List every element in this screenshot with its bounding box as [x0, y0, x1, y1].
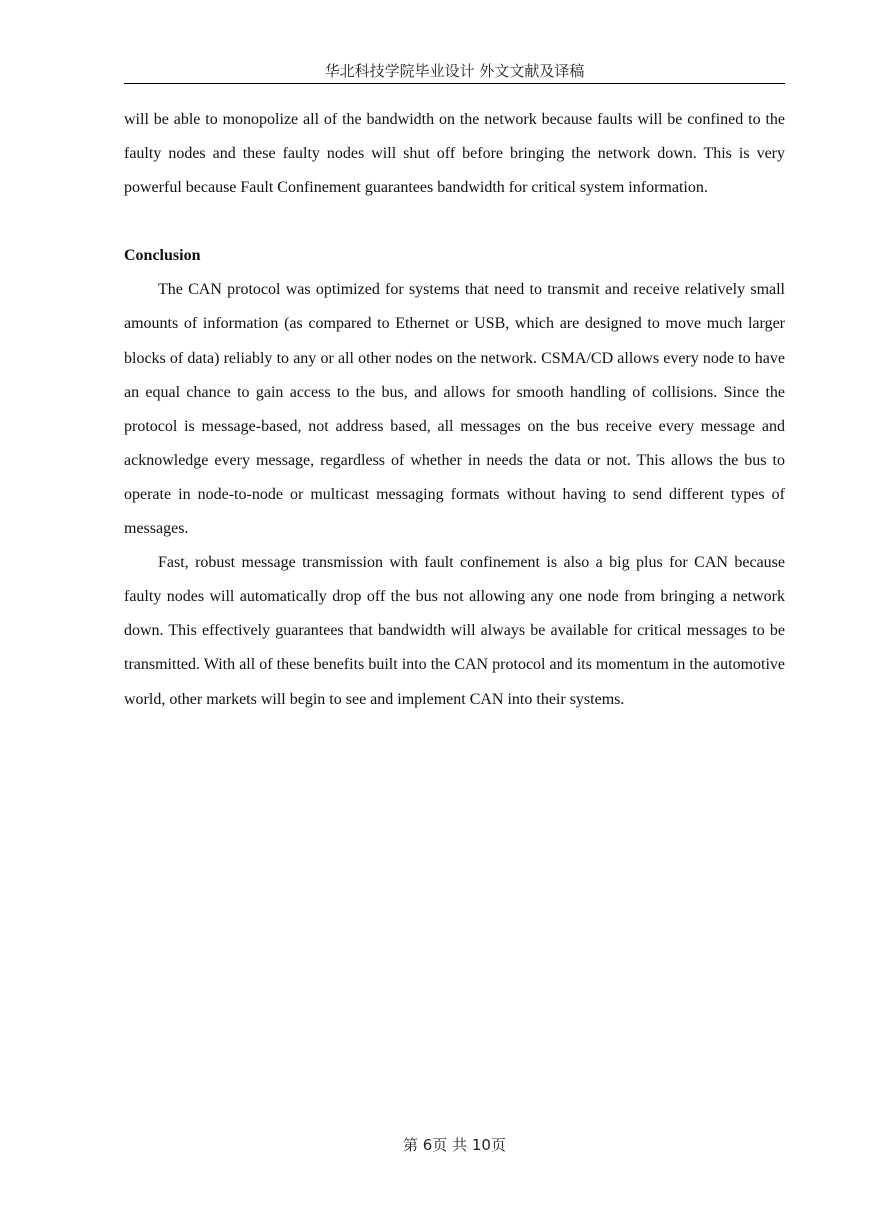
page-number-footer: 第 6页 共 10页	[403, 1136, 506, 1154]
continued-paragraph: will be able to monopolize all of the bandwidth on the network because faults will be confined to the faulty nodes and these faulty nodes will shut off before bringing the network down. This is very powerful because Fault Confinement guarantees bandwidth for critical system information.	[124, 111, 785, 197]
conclusion-paragraph-1: The CAN protocol was optimized for systems that need to transmit and receive relatively small amounts of information (as compared to Ethernet or USB, which are designed to move much larger blocks of data) reliably to any or all other nodes on the network. CSMA/CD allows every node to have an equal chance to gain access to the bus, and allows for smooth handling of collisions. Since the protocol is message-based, not address based, all messages on the bus receive every message and acknowledge every message, regardless of whether in needs the data or not. This allows the bus to operate in node-to-node or multicast messaging formats without having to send different types of messages.	[124, 281, 785, 538]
conclusion-paragraph-2: Fast, robust message transmission with fault confinement is also a big plus for CAN because faulty nodes will automatically drop off the bus not allowing any one node from bringing a network down. This effectively guarantees that bandwidth will always be available for critical messages to be transmitted. With all of these benefits built into the CAN protocol and its momentum in the automotive world, other markets will begin to see and implement CAN into their systems.	[124, 554, 785, 708]
body-text	[124, 103, 785, 717]
header-rule	[124, 83, 785, 84]
section-spacer	[124, 205, 785, 239]
section-heading-conclusion: Conclusion	[124, 247, 201, 265]
running-header: 华北科技学院毕业设计 外文文献及译稿	[324, 62, 585, 80]
